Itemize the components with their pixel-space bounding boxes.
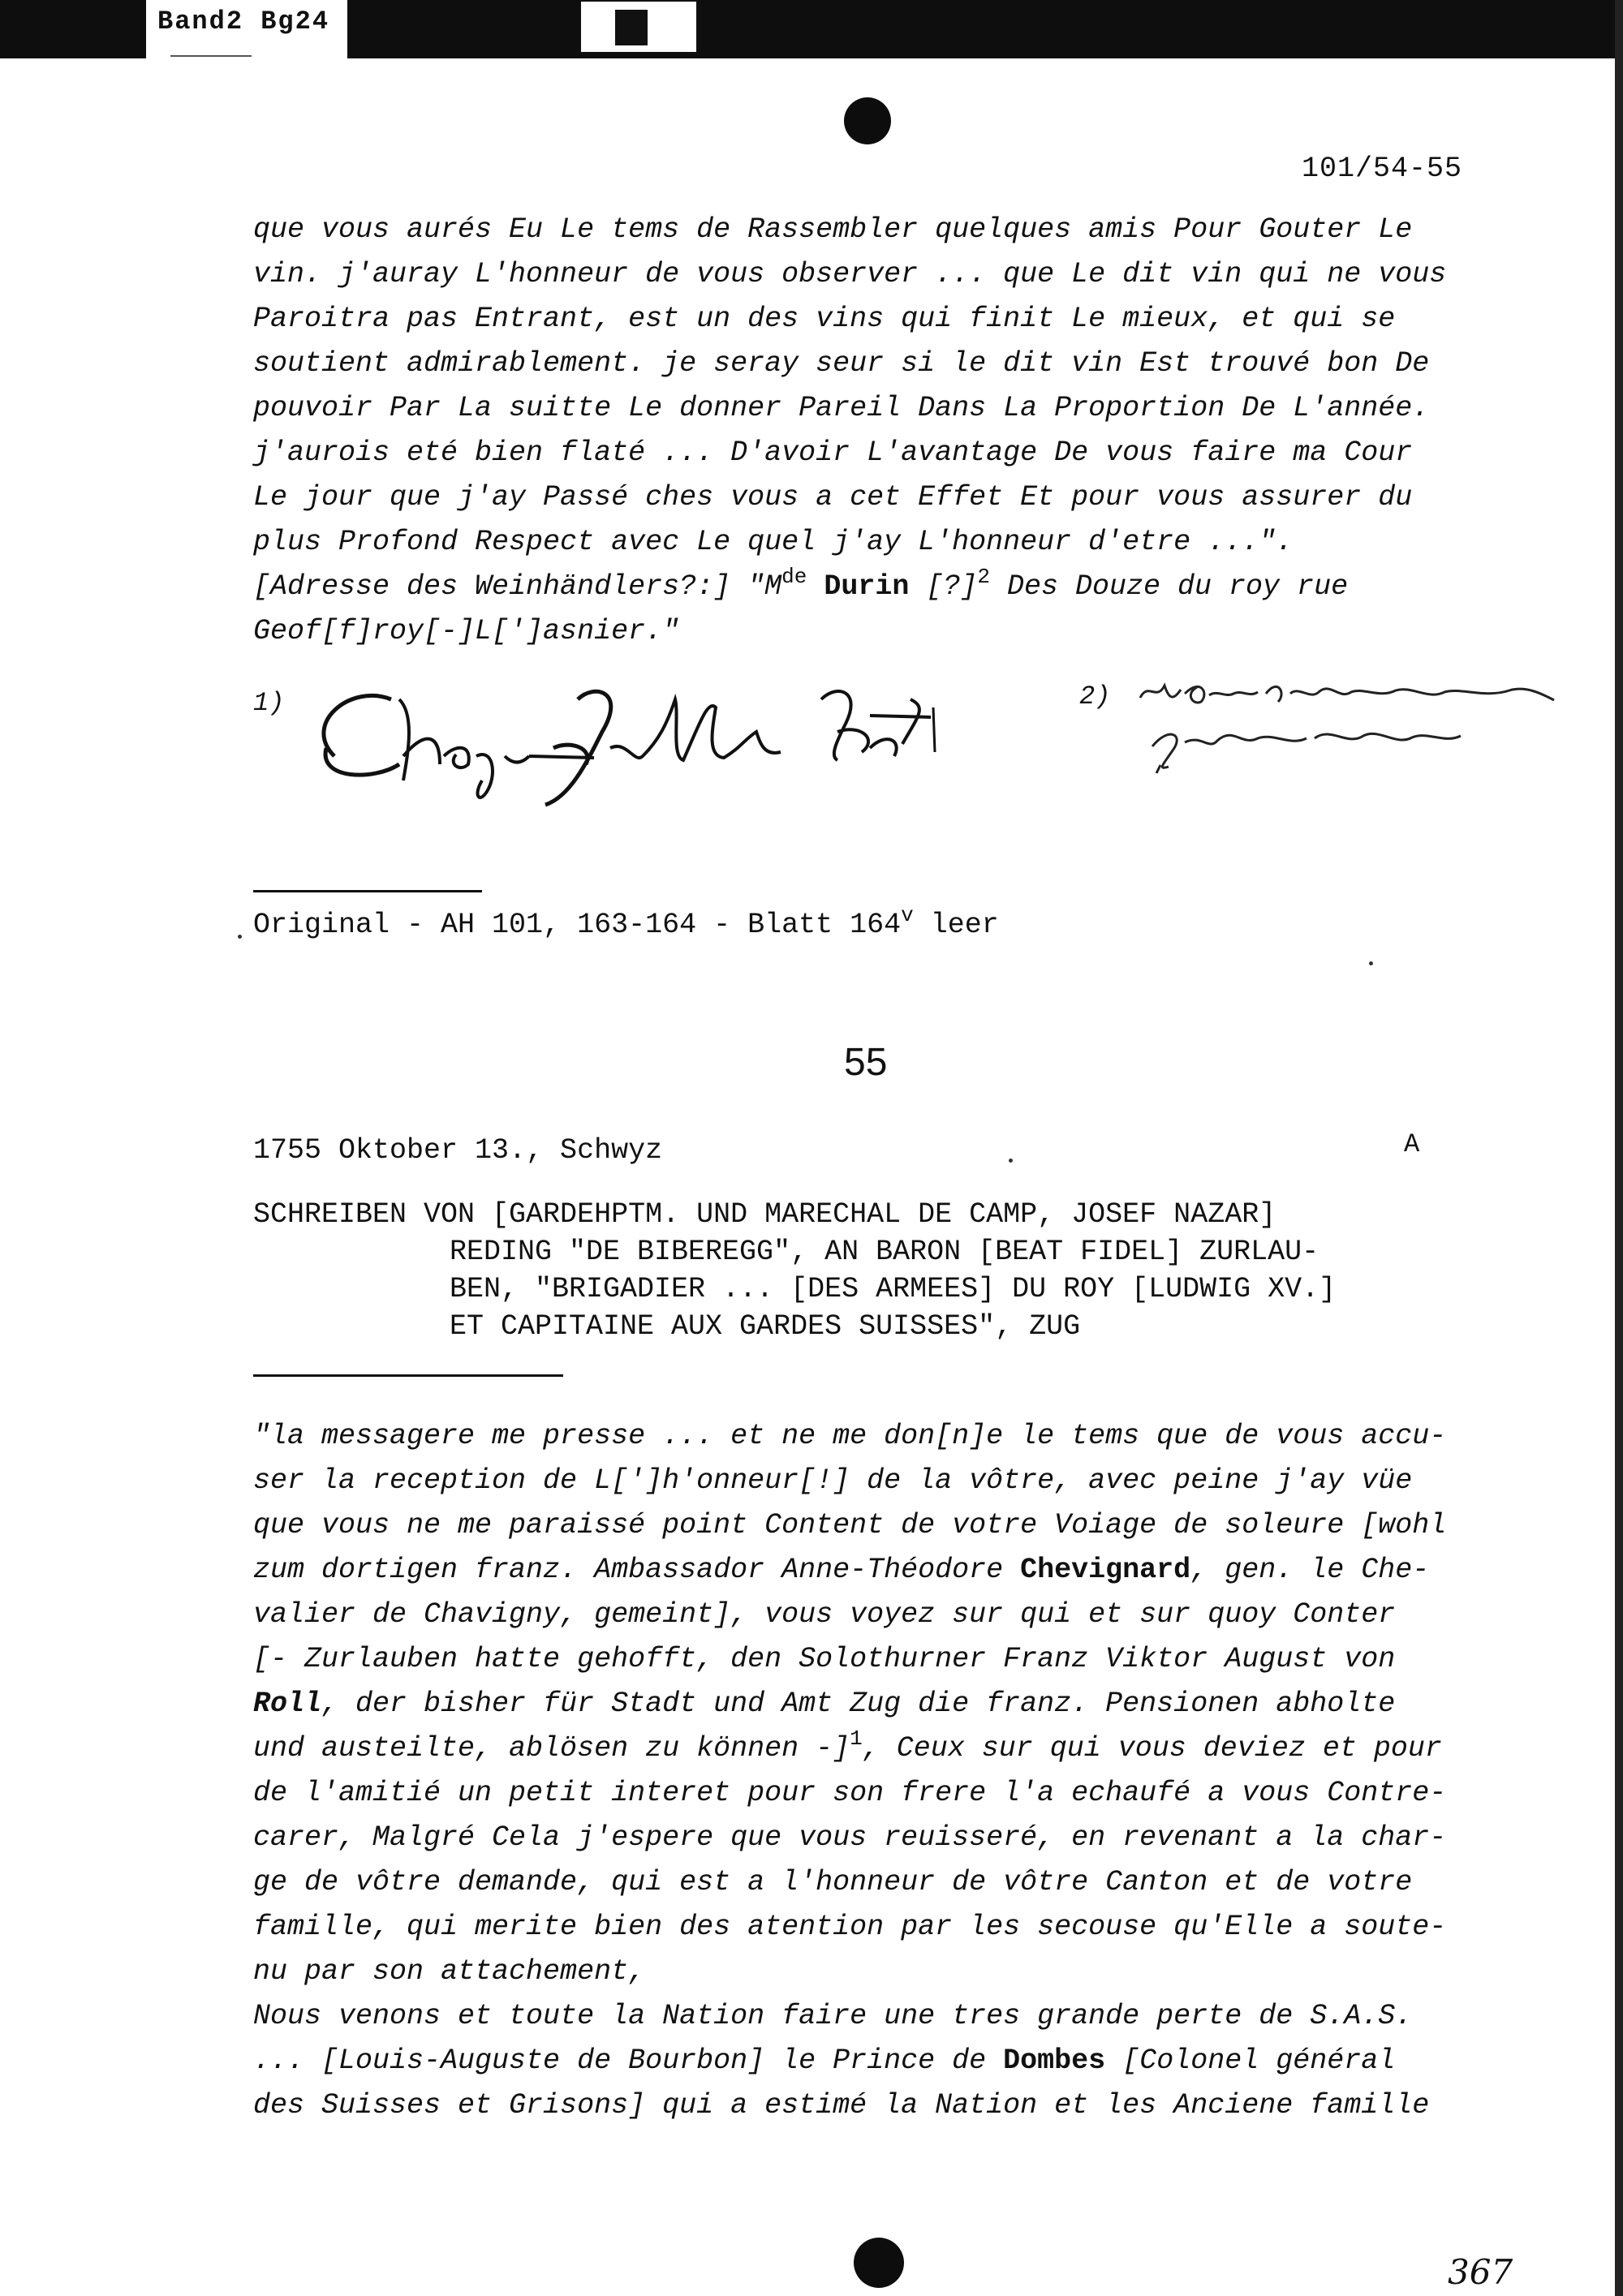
document-date: 1755 Oktober 13., Schwyz: [253, 1134, 663, 1167]
heading-line: REDING "DE BIBEREGG", AN BARON [BEAT FIDEL] ZURLAU-: [450, 1236, 1319, 1268]
text-line: [- Zurlauben hatte gehofft, den Solothurner Franz Viktor August von: [253, 1643, 1396, 1675]
text-line: ge de vôtre demande, qui est a l'honneur de vôtre Canton et de votre: [253, 1866, 1413, 1898]
address-prefix: [Adresse des Weinhändlers?:] "M: [253, 570, 782, 603]
text-line: Le jour que j'ay Passé ches vous a cet Effet Et pour vous assurer du: [253, 481, 1413, 514]
text-line: j'aurois eté bien flaté ... D'avoir L'avantage De vous faire ma Cour: [253, 436, 1413, 469]
text-line: carer, Malgré Cela j'espere que vous reuisseré, en revenant a la char-: [253, 1821, 1447, 1854]
text-line: nu par son attachement,: [253, 1955, 646, 1988]
signature-facsimile-1: [302, 667, 943, 813]
footnote-ref-1: 1: [850, 1726, 863, 1751]
source-rule: [253, 890, 482, 892]
heading-rule: [253, 1374, 563, 1377]
text-line: pouvoir Par La suitte Le donner Pareil Dans La Proportion De L'année.: [253, 392, 1430, 424]
source-note-superscript: v: [901, 903, 914, 927]
scan-dot: [1009, 1159, 1013, 1163]
text-line: valier de Chavigny, gemeint], vous voyez sur qui et sur quoy Conter: [253, 1598, 1396, 1631]
source-note-prefix: Original - AH 101, 163-164 - Blatt 164: [253, 909, 902, 941]
document-type-letter: A: [1404, 1129, 1420, 1159]
text-run: und austeilte, ablösen zu können -]: [253, 1732, 850, 1765]
address-mid: [?]: [909, 570, 978, 603]
text-line: famille, qui merite bien des atention par les secouse qu'Elle a soute-: [253, 1911, 1447, 1943]
scan-dot: [1369, 961, 1373, 965]
text-line: [253, 1682, 1519, 1726]
text-run: , gen. le Che-: [1190, 1554, 1430, 1586]
footnote-mark-1: 1): [253, 688, 285, 718]
scan-tab-marker-fill: [615, 10, 648, 45]
heading-line: BEN, "BRIGADIER ... [DES ARMEES] DU ROY [LUDWIG XV.]: [450, 1273, 1337, 1305]
heading-line: ET CAPITAINE AUX GARDES SUISSES", ZUG: [450, 1310, 1081, 1343]
band-label: Band2 Bg24: [146, 0, 347, 58]
band-label-underline: [170, 55, 252, 57]
footnote-ref-2: 2: [977, 565, 990, 589]
document-heading: [253, 1196, 1336, 1345]
text-line: des Suisses et Grisons] qui a estimé la Nation et les Anciene famille: [253, 2089, 1430, 2122]
scan-right-edge: [1615, 0, 1623, 2296]
text-line: [253, 1726, 1519, 1771]
text-line: "la messagere me presse ... et ne me don[n]e le tems que de vous accu-: [253, 1420, 1447, 1452]
document-number: 55: [844, 1041, 888, 1084]
punch-hole-top: [844, 97, 891, 144]
letter-body: [253, 1414, 1519, 2128]
text-line: Nous venons et toute la Nation faire une tres grande perte de S.A.S.: [253, 2000, 1413, 2032]
text-run: [Colonel général: [1105, 2044, 1396, 2077]
footnote-mark-2: 2): [1079, 681, 1111, 712]
text-line: que vous aurés Eu Le tems de Rassembler quelques amis Pour Gouter Le: [253, 213, 1413, 246]
text-line: [253, 2039, 1519, 2083]
reference-number: 101/54-55: [1302, 153, 1463, 185]
text-line: ser la reception de L[']h'onneur[!] de la vôtre, avec peine j'ay vüe: [253, 1464, 1413, 1497]
person-name-dombes: Dombes: [1003, 2044, 1106, 2077]
text-line: de l'amitié un petit interet pour son frere l'a echaufé a vous Contre-: [253, 1777, 1447, 1809]
text-line: Paroitra pas Entrant, est un des vins qui finit Le mieux, et qui se: [253, 303, 1396, 335]
signature-facsimile-2: [1136, 669, 1558, 775]
text-run: , der bisher für Stadt und Amt Zug die franz. Pensionen abholte: [321, 1688, 1396, 1720]
text-run: , Ceux sur qui vous deviez et pour: [862, 1732, 1442, 1765]
address-suffix: Des Douze du roy rue: [990, 570, 1349, 603]
address-superscript: de: [781, 565, 807, 589]
punch-hole-bottom: [854, 2238, 904, 2288]
text-run: zum dortigen franz. Ambassador Anne-Théodore: [253, 1554, 1021, 1586]
text-line: plus Profond Respect avec Le quel j'ay L'honneur d'etre ...".: [253, 526, 1294, 558]
source-note: [253, 903, 999, 941]
text-run: ... [Louis-Auguste de Bourbon] le Prince de: [253, 2044, 1004, 2077]
text-line: [253, 1548, 1519, 1593]
letter-continuation: [253, 208, 1519, 654]
text-line: soutient admirablement. je seray seur si le dit vin Est trouvé bon De: [253, 347, 1430, 380]
person-name-roll: Roll: [253, 1688, 322, 1720]
text-line: vin. j'auray L'honneur de vous observer ... que Le dit vin qui ne vous: [253, 258, 1447, 290]
person-name-chevignard: Chevignard: [1020, 1554, 1191, 1586]
address-line-2: Geof[f]roy[-]L[']asnier.": [253, 615, 680, 647]
address-name: Durin: [824, 570, 910, 603]
source-note-suffix: leer: [913, 909, 999, 941]
text-line: que vous ne me paraissé point Content de votre Voiage de soleure [wohl: [253, 1509, 1447, 1541]
page-number: 367: [1448, 2252, 1513, 2292]
address-line: [253, 565, 1519, 609]
heading-line: SCHREIBEN VON [GARDEHPTM. UND MARECHAL DE CAMP, JOSEF NAZAR]: [253, 1198, 1276, 1231]
scan-dot: [238, 935, 242, 939]
